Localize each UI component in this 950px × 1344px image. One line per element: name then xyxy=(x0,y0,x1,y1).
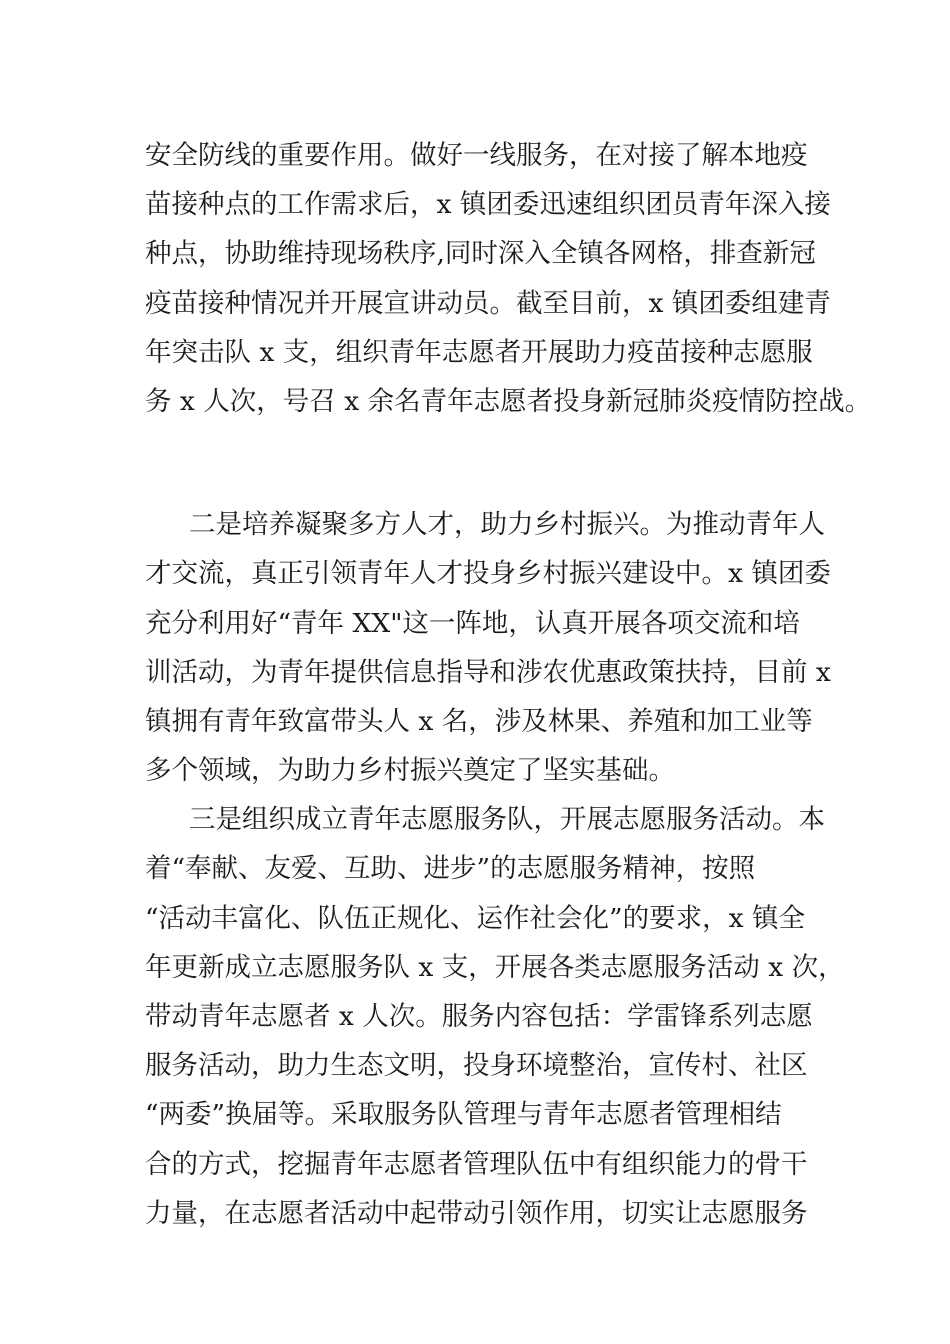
text-line: 年更新成立志愿服务队 x 支，开展各类志愿服务活动 x 次， xyxy=(145,951,845,983)
text-line: 服务活动，助力生态文明，投身环境整治，宣传村、社区 xyxy=(145,1050,808,1082)
text-line: 力量，在志愿者活动中起带动引领作用，切实让志愿服务 xyxy=(145,1197,808,1229)
text-line: 着“奉献、友爱、互助、进步”的志愿服务精神，按照 xyxy=(145,853,756,885)
text-line: 充分利用好“青年 XX"这一阵地，认真开展各项交流和培 xyxy=(145,607,800,639)
document-page xyxy=(145,131,872,1238)
paragraph-point-two xyxy=(145,500,831,795)
paragraph-point-three xyxy=(145,795,845,1238)
text-line: 合的方式，挖掘青年志愿者管理队伍中有组织能力的骨干 xyxy=(145,1148,808,1180)
text-line: 带动青年志愿者 x 人次。服务内容包括：学雷锋系列志愿 xyxy=(145,1001,813,1032)
paragraph-continuation xyxy=(145,131,872,426)
text-line: 二是培养凝聚多方人才，助力乡村振兴。为推动青年人 xyxy=(189,509,825,541)
text-line: 年突击队 x 支，组织青年志愿者开展助力疫苗接种志愿服 xyxy=(145,336,813,368)
text-line: 训活动，为青年提供信息指导和涉农优惠政策扶持，目前 x xyxy=(145,656,831,688)
text-line: 种点，协助维持现场秩序,同时深入全镇各网格，排查新冠 xyxy=(145,238,816,270)
text-line: 才交流，真正引领青年人才投身乡村振兴建设中。x 镇团委 xyxy=(145,558,831,590)
text-line: 多个领域，为助力乡村振兴奠定了坚实基础。 xyxy=(145,755,675,787)
text-line: 镇拥有青年致富带头人 x 名，涉及林果、养殖和加工业等 xyxy=(145,705,813,737)
text-line: 三是组织成立青年志愿服务队，开展志愿服务活动。本 xyxy=(189,804,825,836)
text-line: “两委”换届等。采取服务队管理与青年志愿者管理相结 xyxy=(145,1099,782,1131)
paragraph-spacer xyxy=(145,426,811,500)
text-line: 苗接种点的工作需求后，x 镇团委迅速组织团员青年深入接 xyxy=(145,189,831,221)
text-line: 安全防线的重要作用。做好一线服务，在对接了解本地疫 xyxy=(145,140,808,171)
text-line: 疫苗接种情况并开展宣讲动员。截至目前，x 镇团委组建青 xyxy=(145,287,831,319)
text-line: “活动丰富化、队伍正规化、运作社会化”的要求，x 镇全 xyxy=(145,902,805,934)
text-line: 务 x 人次，号召 x 余名青年志愿者投身新冠肺炎疫情防控战。 xyxy=(145,385,872,417)
